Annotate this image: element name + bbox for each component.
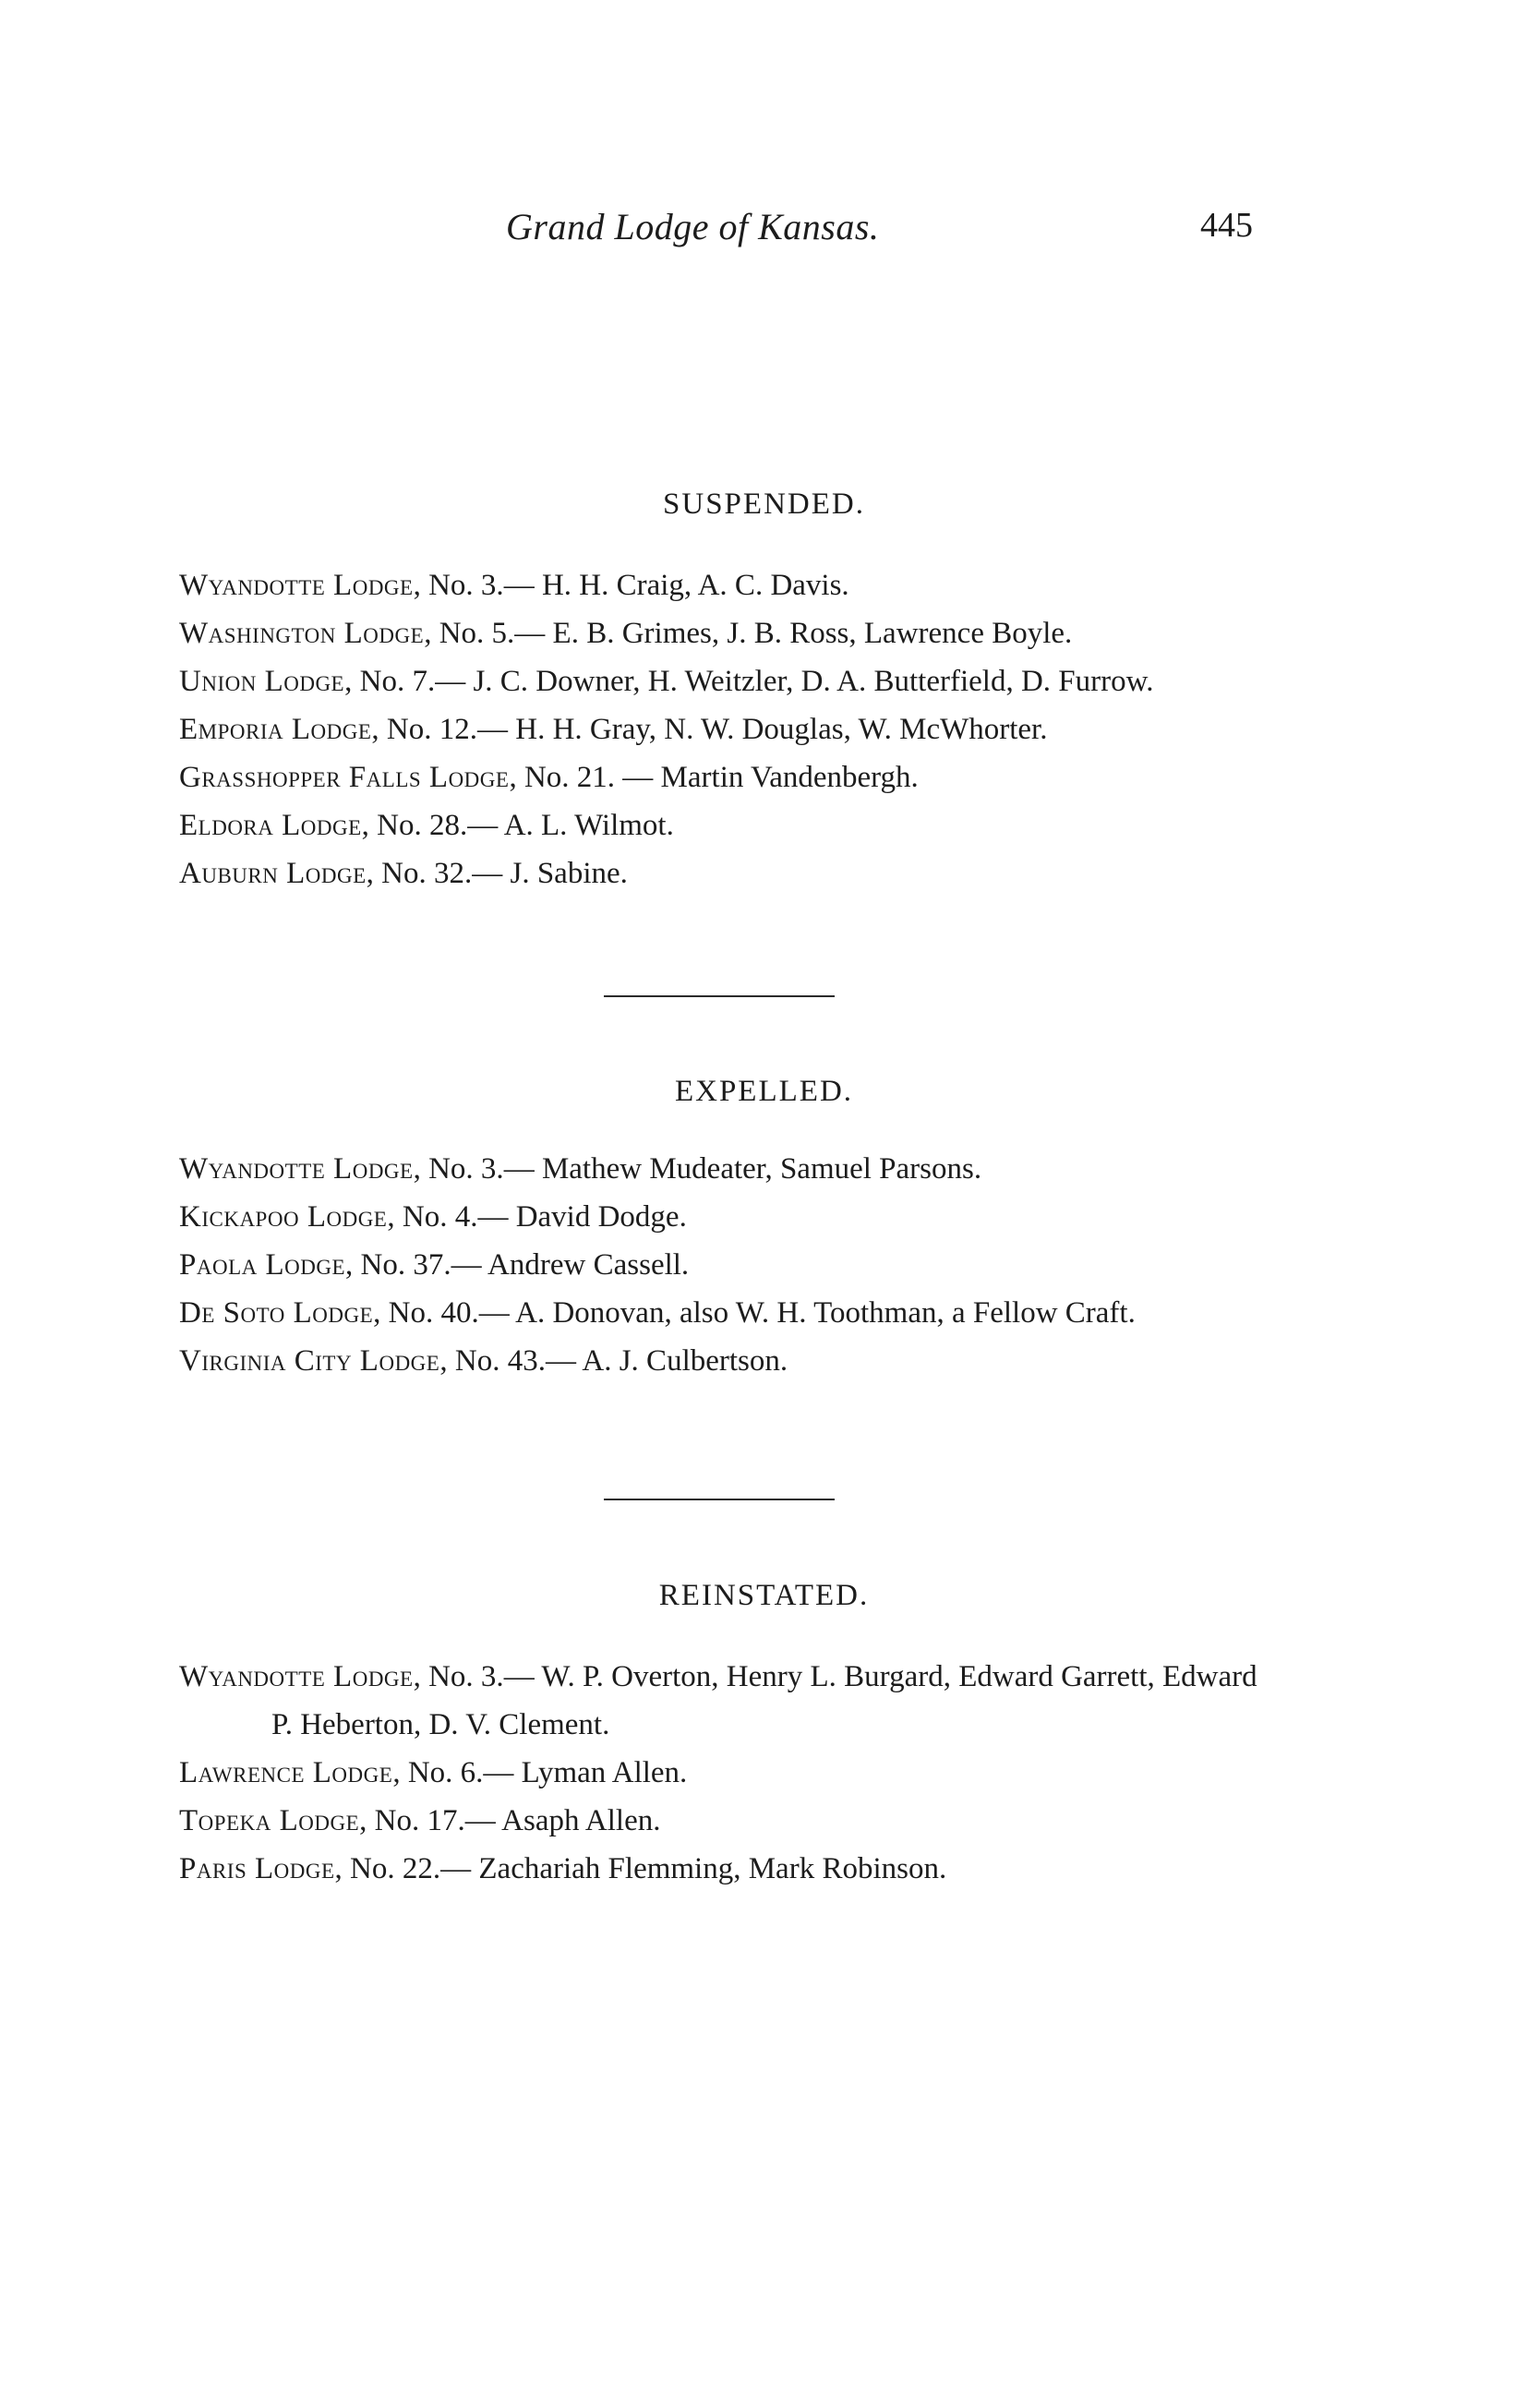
list-item <box>179 1797 1269 1845</box>
lodge-number: , No. 3. <box>413 569 504 602</box>
lodge-name: De Soto Lodge <box>179 1296 374 1330</box>
list-item <box>179 609 1269 657</box>
member-names: — Martin Vandenbergh. <box>615 761 919 794</box>
list-item <box>179 1193 1269 1241</box>
lodge-name: Virginia City Lodge <box>179 1344 440 1378</box>
lodge-name: Eldora Lodge <box>179 809 362 842</box>
running-head: Grand Lodge of Kansas. <box>506 206 880 247</box>
member-names: — W. P. Overton, Henry L. Burgard, Edward Garrett, Edward P. Heberton, D. V. Clement. <box>271 1660 1257 1741</box>
member-names: — David Dodge. <box>477 1200 687 1234</box>
list-item <box>179 1749 1269 1797</box>
lodge-number: , No. 28. <box>361 809 468 842</box>
lodge-number: , No. 22. <box>334 1852 441 1885</box>
list-item <box>179 1653 1269 1749</box>
list-item <box>179 1845 1269 1893</box>
lodge-number: , No. 32. <box>366 857 473 890</box>
list-item <box>179 705 1269 753</box>
lodge-number: , No. 7. <box>344 665 436 698</box>
reinstated-list <box>179 1653 1269 1893</box>
lodge-name: Washington Lodge <box>179 617 425 650</box>
lodge-name: Paola Lodge <box>179 1248 346 1282</box>
member-names: — Zachariah Flemming, Mark Robinson. <box>440 1852 947 1885</box>
member-names: — Asaph Allen. <box>464 1804 661 1837</box>
list-item <box>179 849 1269 897</box>
lodge-name: Kickapoo Lodge <box>179 1200 388 1234</box>
lodge-number: , No. 3. <box>413 1660 504 1693</box>
list-item <box>179 1241 1269 1289</box>
member-names: — H. H. Gray, N. W. Douglas, W. McWhorter. <box>477 713 1048 746</box>
member-names: — Lyman Allen. <box>483 1756 688 1789</box>
list-item <box>179 561 1269 609</box>
suspended-list <box>179 561 1269 897</box>
lodge-name: Auburn Lodge <box>179 857 367 890</box>
lodge-name: Wyandotte Lodge <box>179 1152 414 1186</box>
list-item <box>179 753 1269 801</box>
lodge-number: , No. 4. <box>387 1200 478 1234</box>
lodge-name: Topeka Lodge <box>179 1804 360 1837</box>
list-item <box>179 657 1269 705</box>
member-names: — A. L. Wilmot. <box>467 809 674 842</box>
member-names: — J. C. Downer, H. Weitzler, D. A. Butterfield, D. Furrow. <box>435 665 1154 698</box>
lodge-name: Lawrence Lodge <box>179 1756 393 1789</box>
lodge-name: Paris Lodge <box>179 1852 335 1885</box>
section-heading-expelled: EXPELLED. <box>674 1075 854 1108</box>
member-names: — H. H. Craig, A. C. Davis. <box>503 569 849 602</box>
lodge-number: , No. 3. <box>413 1152 504 1186</box>
lodge-name: Union Lodge <box>179 665 345 698</box>
expelled-list <box>179 1145 1269 1385</box>
section-heading-reinstated: REINSTATED. <box>658 1579 870 1612</box>
member-names: — Mathew Mudeater, Samuel Parsons. <box>503 1152 982 1186</box>
lodge-number: , No. 21. <box>509 761 616 794</box>
lodge-number: , No. 37. <box>345 1248 451 1282</box>
section-divider <box>604 995 835 997</box>
member-names: — A. Donovan, also W. H. Toothman, a Fellow Craft. <box>478 1296 1136 1330</box>
lodge-number: , No. 12. <box>371 713 477 746</box>
lodge-number: , No. 6. <box>392 1756 484 1789</box>
lodge-name: Wyandotte Lodge <box>179 1660 414 1693</box>
member-names: — E. B. Grimes, J. B. Ross, Lawrence Boyle. <box>514 617 1073 650</box>
lodge-number: , No. 40. <box>373 1296 479 1330</box>
page-number: 445 <box>1200 206 1253 245</box>
member-names: — Andrew Cassell. <box>451 1248 690 1282</box>
lodge-name: Grasshopper Falls Lodge <box>179 761 510 794</box>
lodge-number: , No. 17. <box>359 1804 465 1837</box>
section-divider <box>604 1499 835 1500</box>
lodge-number: , No. 43. <box>439 1344 546 1378</box>
list-item <box>179 1289 1269 1337</box>
member-names: — J. Sabine. <box>472 857 628 890</box>
list-item <box>179 1337 1269 1385</box>
lodge-number: , No. 5. <box>424 617 515 650</box>
lodge-name: Emporia Lodge <box>179 713 372 746</box>
list-item <box>179 1145 1269 1193</box>
section-heading-suspended: SUSPENDED. <box>663 488 865 521</box>
list-item <box>179 801 1269 849</box>
member-names: — A. J. Culbertson. <box>545 1344 788 1378</box>
lodge-name: Wyandotte Lodge <box>179 569 414 602</box>
